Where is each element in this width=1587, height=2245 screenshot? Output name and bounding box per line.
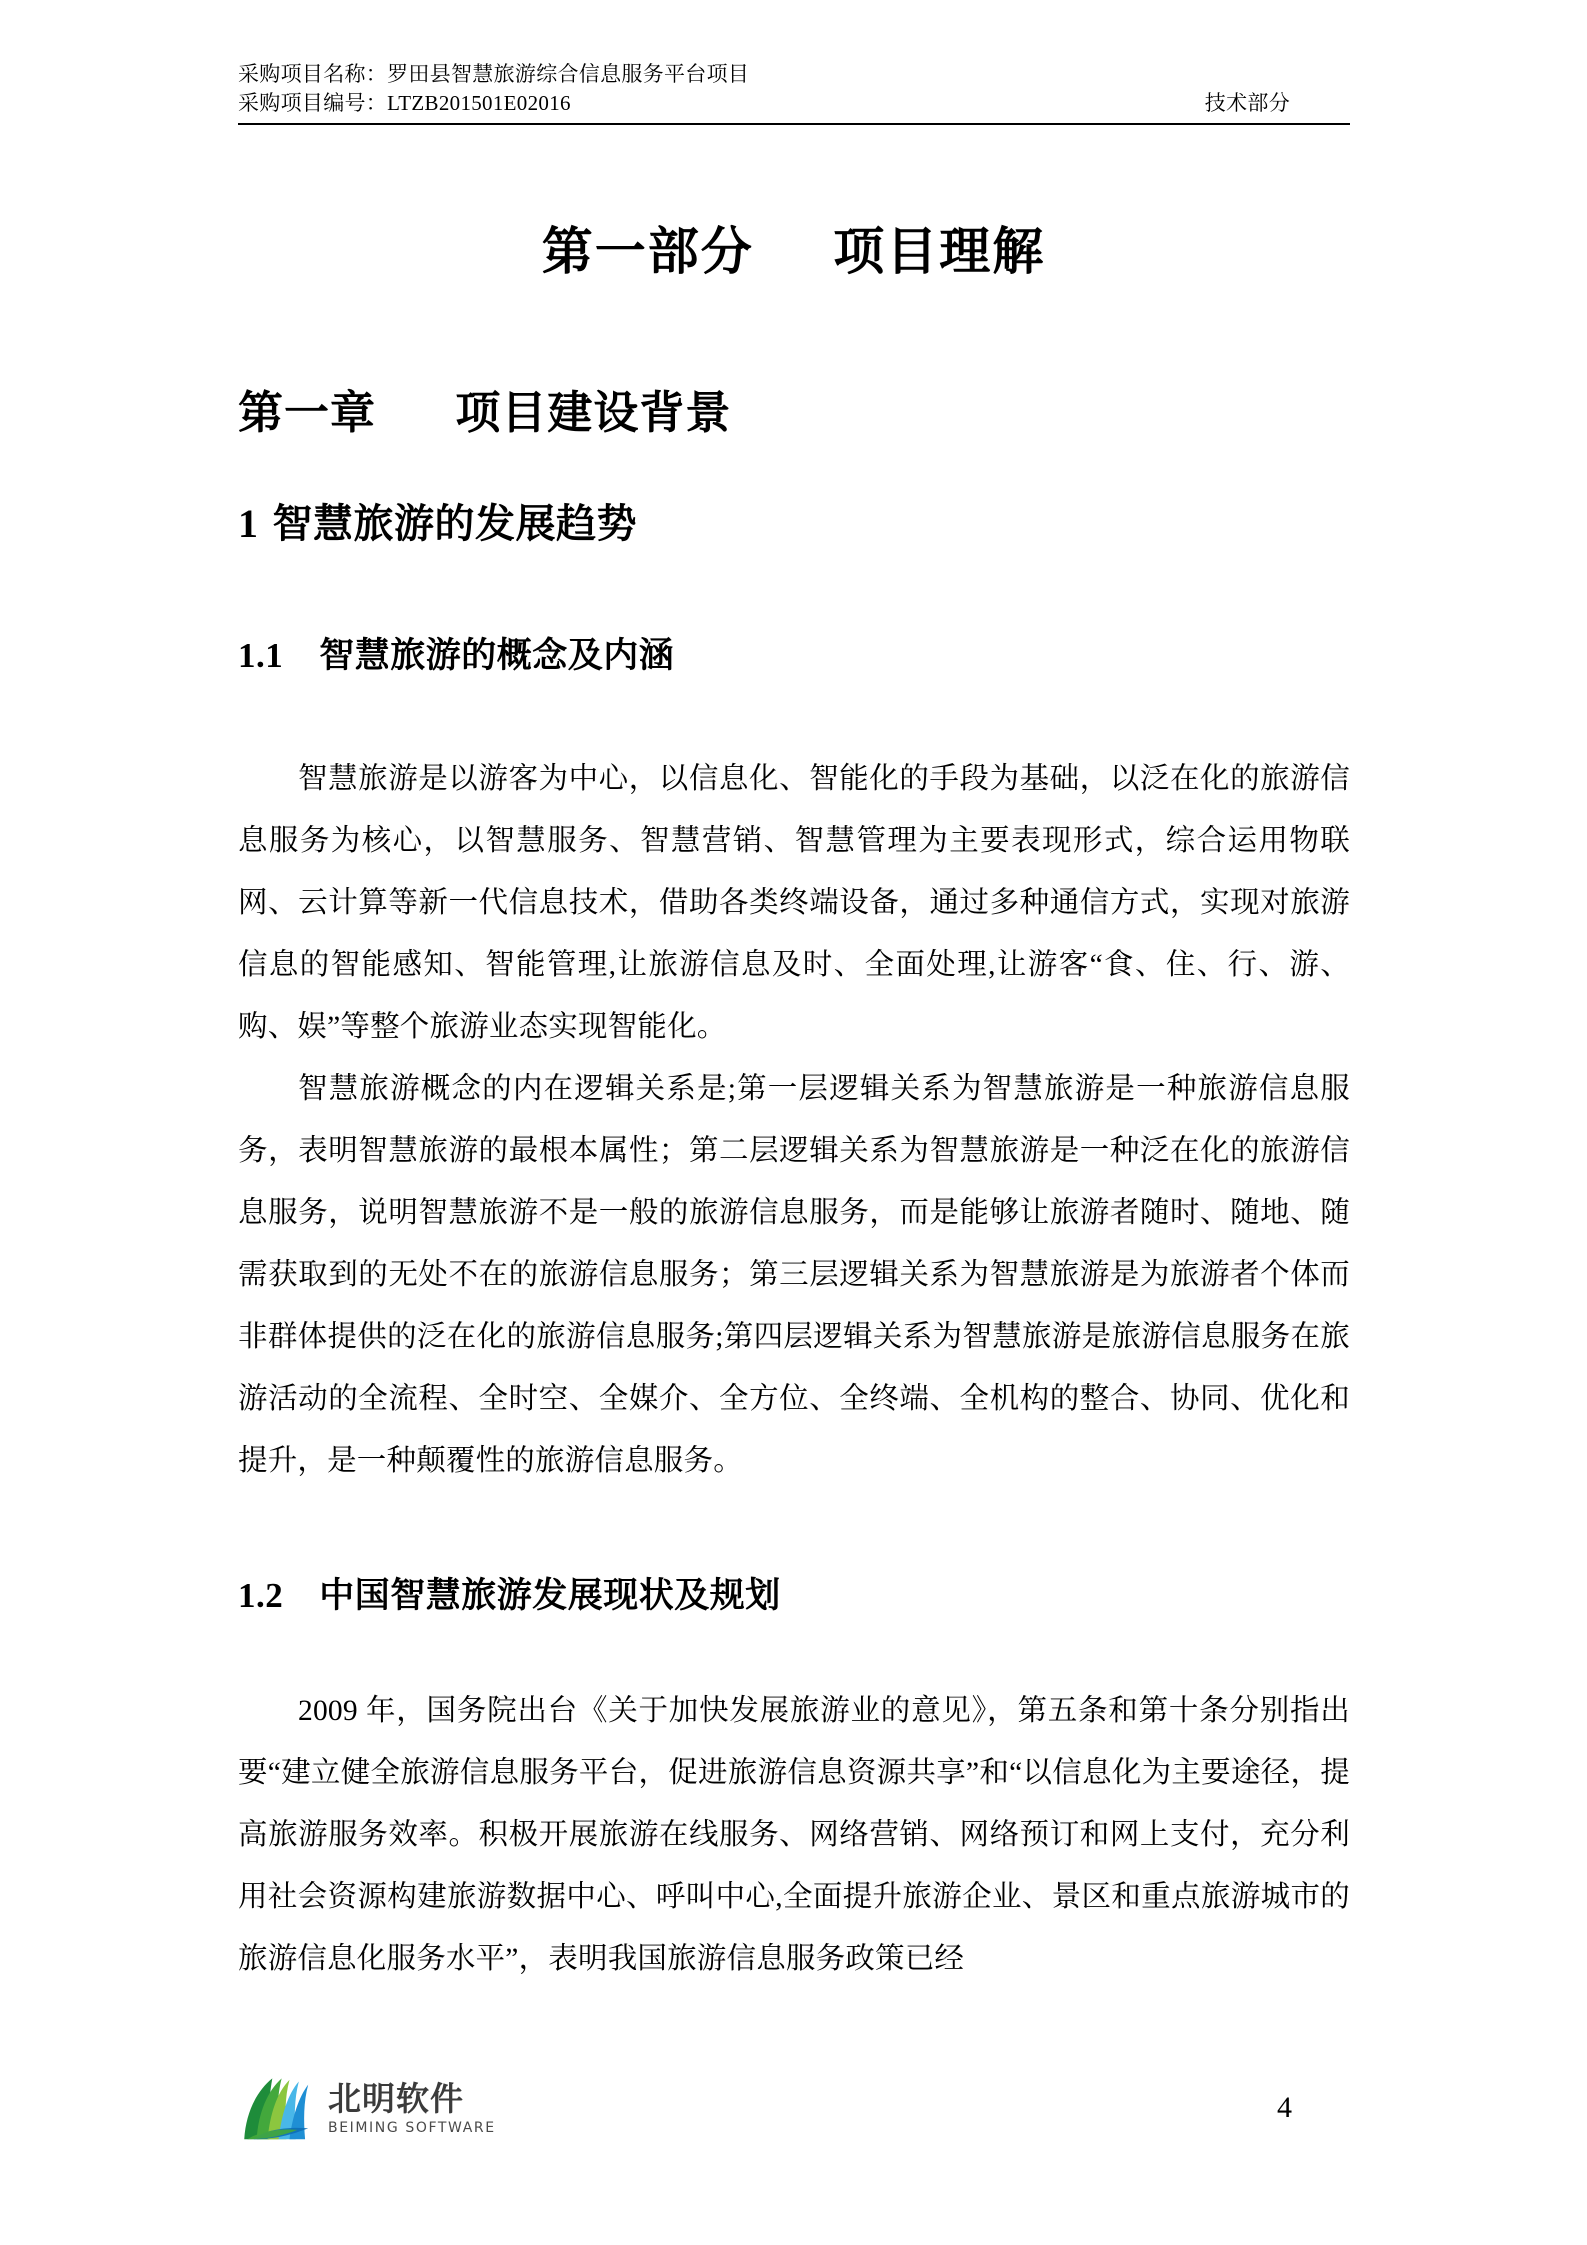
heading-1-1-text: 智慧旅游的概念及内涵 [319, 636, 675, 676]
body-block-section-1-2 [238, 1680, 1350, 1990]
part-title [0, 210, 1587, 284]
body-block-section-1-1 [238, 748, 1350, 1492]
heading-1-1-concept [238, 628, 674, 678]
part-title-name: 项目理解 [833, 222, 1046, 282]
beiming-fan-logo-icon [238, 2072, 316, 2144]
header-rows [238, 60, 1350, 118]
heading-1-smart-tourism-trend [238, 492, 637, 549]
part-title-prefix: 第一部分 [541, 222, 754, 282]
header-project-code: 采购项目编号：LTZB201501E02016 [238, 90, 571, 115]
logo-wordmark [328, 2078, 496, 2136]
company-logo [238, 2072, 496, 2144]
chapter-title-name: 项目建设背景 [455, 386, 732, 439]
header-rule [238, 123, 1350, 125]
paragraph-2: 智慧旅游概念的内在逻辑关系是;第一层逻辑关系为智慧旅游是一种旅游信息服务，表明智慧旅游的最根本属性；第二层逻辑关系为智慧旅游是一种泛在化的旅游信息服务，说明智慧旅游不是一般的旅游信息服务，而是能够让旅游者随时、随地、随需获取到的无处不在的旅游信息服务；第三层逻辑关系为智慧旅游是为旅游者个体而非群体提供的泛在化的旅游信息服务;第四层逻辑关系为智慧旅游是旅游信息服务在旅游活动的全流程、全时空、全媒介、全方位、全终端、全机构的整合、协同、优化和提升，是一种颠覆性的旅游信息服务。 [238, 1073, 1350, 1477]
page-number: 4 [1277, 2091, 1292, 2124]
header-section-label: 技术部分 [1204, 91, 1290, 115]
heading-1-2-number: 1.2 [238, 1576, 284, 1615]
logo-chinese-name: 北明软件 [328, 2078, 464, 2118]
page-header [238, 60, 1350, 125]
chapter-title-prefix: 第一章 [238, 386, 377, 439]
heading-1-text: 智慧旅游的发展趋势 [272, 501, 637, 547]
heading-1-number: 1 [238, 501, 259, 546]
page-footer [238, 2072, 1350, 2144]
heading-1-2-china-status [238, 1568, 781, 1618]
chapter-title [238, 376, 731, 441]
header-project-name: 采购项目名称：罗田县智慧旅游综合信息服务平台项目 [238, 62, 750, 86]
logo-english-name: BEIMING SOFTWARE [328, 2119, 496, 2136]
paragraph-3: 2009 年，国务院出台《关于加快发展旅游业的意见》，第五条和第十条分别指出要“建立健全旅游信息服务平台，促进旅游信息资源共享”和“以信息化为主要途径，提高旅游服务效率。积极开展旅游在线服务、网络营销、网络预订和网上支付，充分利用社会资源构建旅游数据中心、呼叫中心,全面提升旅游企业、景区和重点旅游城市的旅游信息化服务水平”，表明我国旅游信息服务政策已经 [238, 1695, 1350, 1975]
header-left [238, 60, 749, 118]
heading-1-1-number: 1.1 [238, 636, 284, 675]
paragraph-1: 智慧旅游是以游客为中心，以信息化、智能化的手段为基础，以泛在化的旅游信息服务为核心，以智慧服务、智慧营销、智慧管理为主要表现形式，综合运用物联网、云计算等新一代信息技术，借助各类终端设备，通过多种通信方式，实现对旅游信息的智能感知、智能管理,让旅游信息及时、全面处理,让游客“食、住、行、游、购、娱”等整个旅游业态实现智能化。 [238, 763, 1350, 1043]
heading-1-2-text: 中国智慧旅游发展现状及规划 [319, 1576, 781, 1616]
